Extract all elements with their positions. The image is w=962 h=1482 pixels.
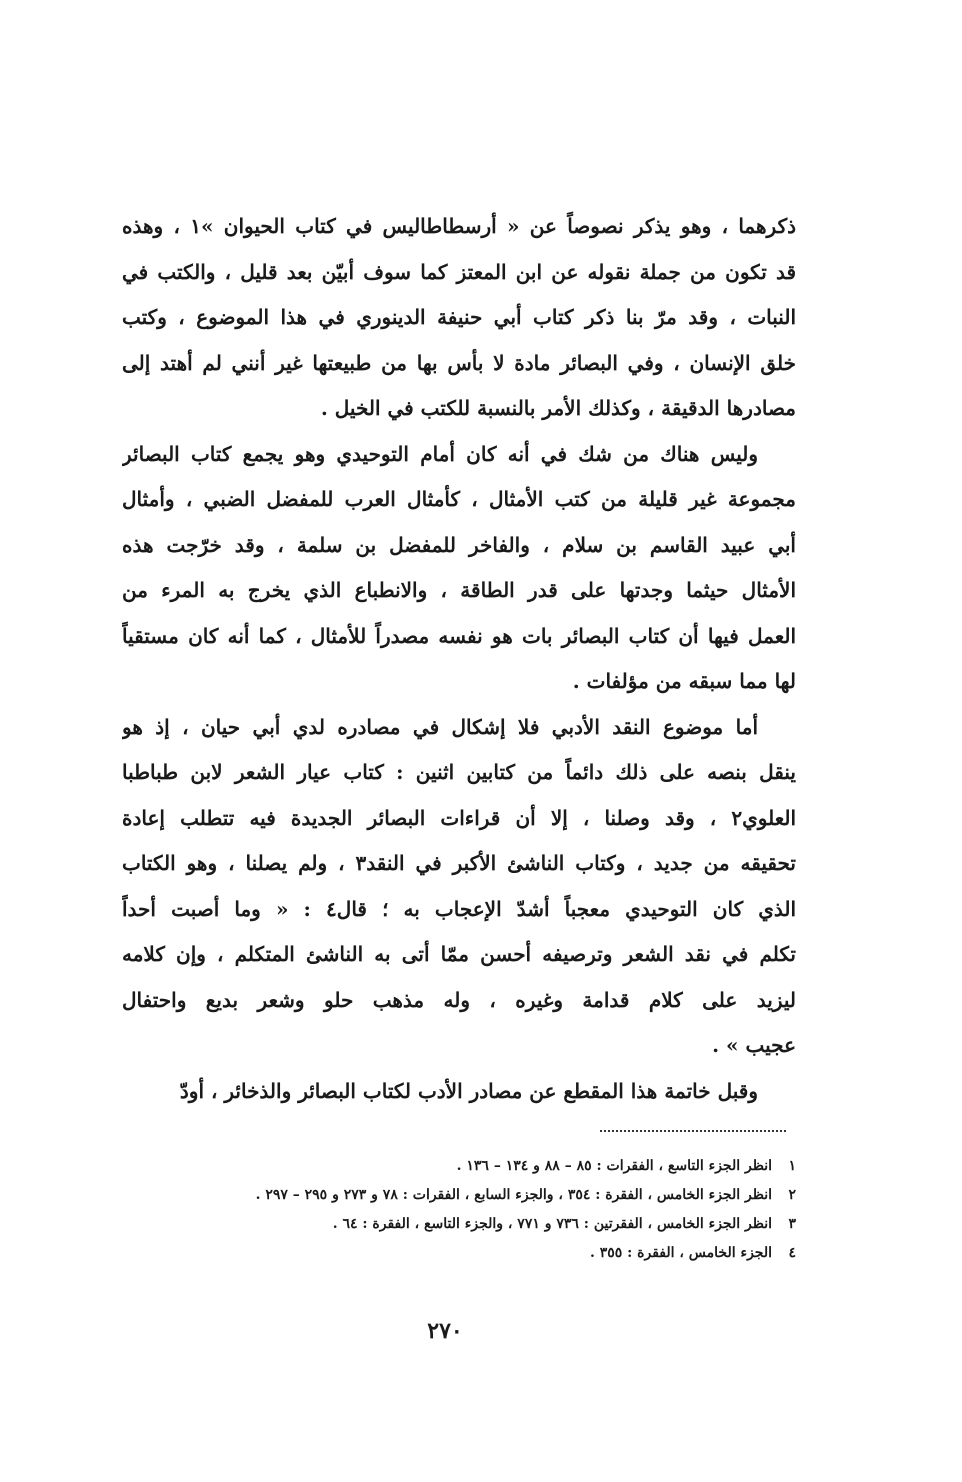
footnote-text: انظر الجزء الخامس ، الفقرة : ٣٥٤ ، والجزء السابع ، الفقرات : ٧٨ و ٢٧٣ و ٢٩٥ – ٢٩٧ . bbox=[255, 1187, 772, 1203]
footnote-number: ٢ bbox=[788, 1187, 796, 1203]
text-line: أما موضوع النقد الأدبي فلا إشكال في مصادره لدي أبي حيان ، إذ هو bbox=[122, 714, 758, 739]
text-line: مجموعة غير قليلة من كتب الأمثال ، كأمثال العرب للمفضل الضبي ، وأمثال bbox=[122, 487, 796, 511]
body-text bbox=[122, 204, 796, 1114]
text-line: الذي كان التوحيدي معجباً أشدّ الإعجاب به ؛ قال٤ : « وما أصبت أحداً bbox=[122, 896, 796, 921]
footnote bbox=[110, 1210, 796, 1239]
text-line: ذكرهما ، وهو يذكر نصوصاً عن « أرسطاطاليس في كتاب الحيوان »١ ، وهذه bbox=[122, 214, 796, 238]
footnote-text: انظر الجزء الخامس ، الفقرتين : ٧٣٦ و ٧٧١ ، والجزء التاسع ، الفقرة : ٦٤ . bbox=[332, 1216, 772, 1232]
text-line: الأمثال حيثما وجدتها على قدر الطاقة ، والانطباع الذي يخرج به المرء من bbox=[122, 578, 796, 602]
footnote-text: الجزء الخامس ، الفقرة : ٣٥٥ . bbox=[589, 1245, 772, 1261]
text-line: مصادرها الدقيقة ، وكذلك الأمر بالنسبة للكتب في الخيل . bbox=[320, 396, 796, 420]
page-number: ٢٧٠ bbox=[427, 1318, 463, 1344]
footnote-number: ١ bbox=[788, 1158, 796, 1174]
text-line: خلق الإنسان ، وفي البصائر مادة لا بأس بها من طبيعتها غير أنني لم أهتد إلى bbox=[122, 350, 796, 375]
footnote bbox=[110, 1152, 796, 1181]
text-line: النبات ، وقد مرّ بنا ذكر كتاب أبي حنيفة الدينوري في هذا الموضوع ، وكتب bbox=[122, 305, 796, 329]
footnote-number: ٤ bbox=[788, 1245, 796, 1261]
text-line: العلوي٢ ، وقد وصلنا ، إلا أن قراءات البصائر الجديدة فيه تتطلب إعادة bbox=[122, 805, 796, 830]
text-line: ليزيد على كلام قدامة وغيره ، وله مذهب حلو وشعر بديع واحتفال bbox=[122, 987, 796, 1012]
text-line: وقبل خاتمة هذا المقطع عن مصادر الأدب لكتاب البصائر والذخائر ، أودّ bbox=[179, 1078, 758, 1103]
footnote-text: انظر الجزء التاسع ، الفقرات : ٨٥ – ٨٨ و ١٣٤ – ١٣٦ . bbox=[456, 1158, 772, 1174]
footnote bbox=[110, 1181, 796, 1210]
footnote-number: ٣ bbox=[788, 1216, 796, 1232]
text-line: أبي عبيد القاسم بن سلام ، والفاخر للمفضل بن سلمة ، وقد خرّجت هذه bbox=[122, 532, 796, 557]
footnotes bbox=[110, 1152, 796, 1268]
text-line: تكلم في نقد الشعر وترصيفه أحسن ممّا أتى به الناشئ المتكلم ، وإن كلامه bbox=[122, 942, 796, 966]
text-line: لها مما سبقه من مؤلفات . bbox=[572, 669, 796, 693]
text-line: ينقل بنصه على ذلك دائماً من كتابين اثنين : كتاب عيار الشعر لابن طباطبا bbox=[122, 760, 796, 784]
footnote-separator bbox=[600, 1130, 786, 1132]
footnote bbox=[110, 1239, 796, 1268]
text-line: تحقيقه من جديد ، وكتاب الناشئ الأكبر في النقد٣ ، ولم يصلنا ، وهو الكتاب bbox=[122, 851, 796, 875]
text-line: وليس هناك من شك في أنه كان أمام التوحيدي وهو يجمع كتاب البصائر bbox=[122, 441, 758, 466]
text-line: العمل فيها أن كتاب البصائر بات هو نفسه مصدراً للأمثال ، كما أنه كان مستقياً bbox=[122, 623, 796, 648]
text-line: عجيب » . bbox=[712, 1033, 796, 1057]
text-line: قد تكون من جملة نقوله عن ابن المعتز كما سوف أبيّن بعد قليل ، والكتب في bbox=[122, 259, 796, 284]
